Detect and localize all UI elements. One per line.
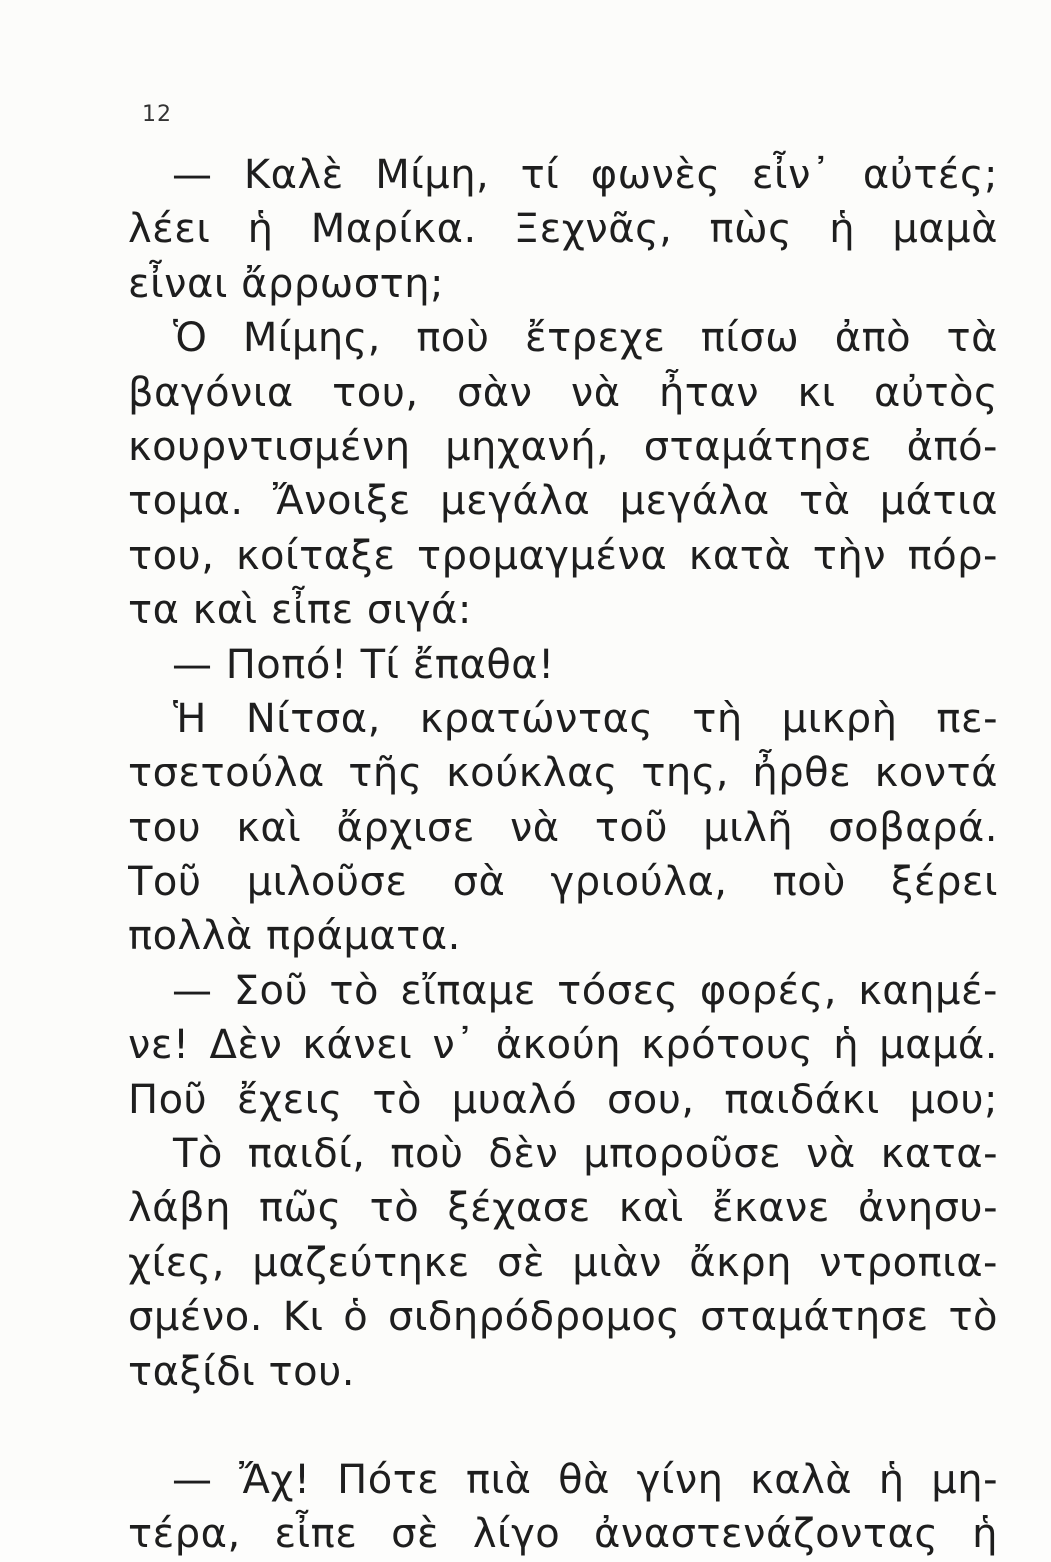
text-line: ταξίδι του.: [128, 1348, 355, 1395]
text-line: Ποῦ ἔχεις τὸ μυαλό σου, παιδάκι μου;: [128, 1076, 998, 1123]
text-line: τα καὶ εἶπε σιγά:: [128, 587, 472, 634]
text-line: — Ποπό! Τί ἔπαθα!: [172, 641, 555, 688]
text-line: — Καλὲ Μίμη, τί φωνὲς εἶν᾽ αὐτές;: [172, 152, 998, 198]
text-line: Ὁ Μίμης, ποὺ ἔτρεχε πίσω ἀπὸ τὰ: [173, 315, 998, 362]
text-line: βαγόνια του, σὰν νὰ ἦταν κι αὐτὸς: [128, 369, 998, 416]
text-line: τομα. Ἄνοιξε μεγάλα μεγάλα τὰ μάτια: [128, 478, 998, 525]
text-line: κουρντισμένη μηχανή, σταμάτησε ἀπό-: [128, 423, 998, 470]
text-line: του, κοίταξε τρομαγμένα κατὰ τὴν πόρ-: [128, 532, 998, 579]
text-line: σμένο. Κι ὁ σιδηρόδρομος σταμάτησε τὸ: [128, 1294, 998, 1341]
text-line: λέει ἡ Μαρίκα. Ξεχνᾶς, πὼς ἡ μαμὰ: [128, 206, 998, 253]
text-line: Τὸ παιδί, ποὺ δὲν μποροῦσε νὰ κατα-: [173, 1131, 998, 1178]
text-line: τέρα, εἶπε σὲ λίγο ἀναστενάζοντας ἡ: [128, 1511, 998, 1558]
text-line: Τοῦ μιλοῦσε σὰ γριούλα, ποὺ ξέρει: [128, 859, 998, 906]
body-text: [128, 148, 998, 1562]
text-line: νε! Δὲν κάνει ν᾽ ἀκούη κρότους ἡ μαμά.: [128, 1022, 998, 1069]
text-line: χίες, μαζεύτηκε σὲ μιὰν ἄκρη ντροπια-: [128, 1239, 998, 1286]
text-line: εἶναι ἄρρωστη;: [128, 260, 445, 307]
text-line: του καὶ ἄρχισε νὰ τοῦ μιλῆ σοβαρά.: [128, 804, 998, 851]
text-line: Ἡ Νίτσα, κρατώντας τὴ μικρὴ πε-: [173, 695, 998, 742]
text-line: λάβη πῶς τὸ ξέχασε καὶ ἔκανε ἀνησυ-: [128, 1185, 998, 1232]
text-line: τσετούλα τῆς κούκλας της, ἦρθε κοντά: [128, 750, 998, 797]
text-line: — Ἄχ! Πότε πιὰ θὰ γίνη καλὰ ἡ μη-: [172, 1456, 998, 1503]
page-number: 12: [142, 102, 172, 127]
text-line: — Σοῦ τὸ εἴπαμε τόσες φορές, καημέ-: [172, 967, 998, 1014]
paragraph-gap: [128, 1399, 998, 1453]
text-line: πολλὰ πράματα.: [128, 913, 461, 960]
